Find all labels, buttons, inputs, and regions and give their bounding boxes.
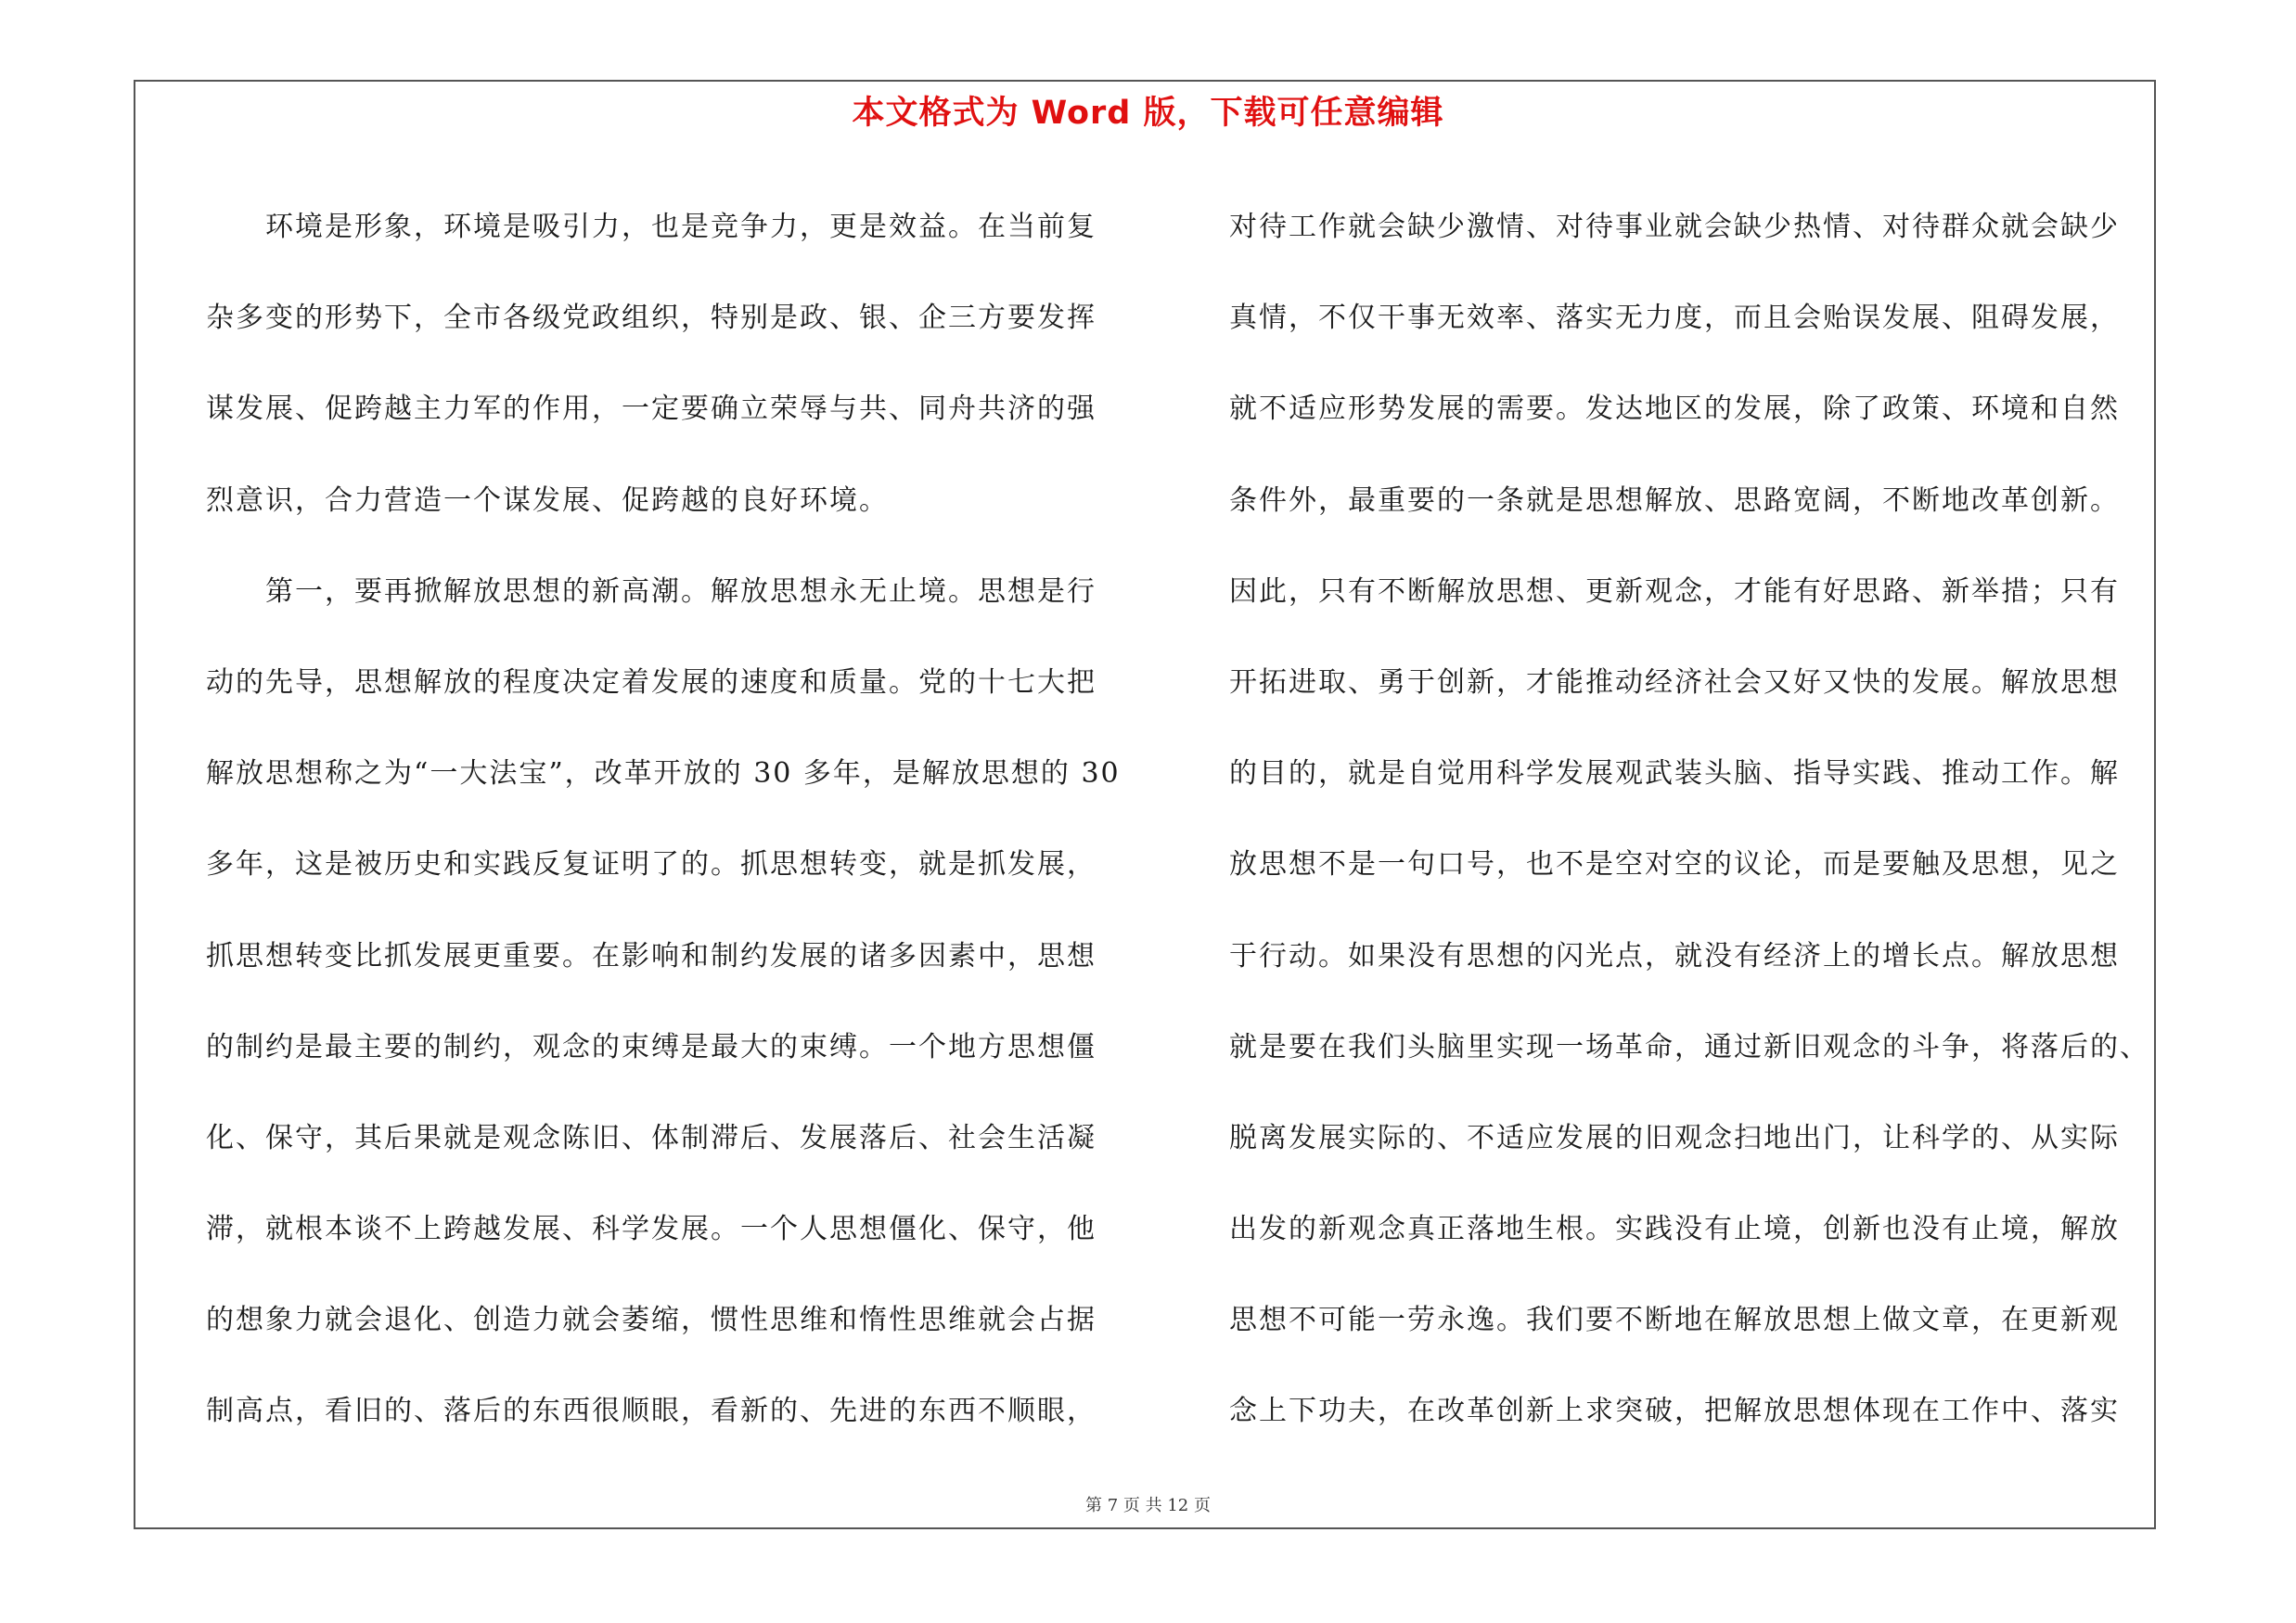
text-line: 真情，不仅干事无效率、落实无力度，而且会贻误发展、阻碍发展，	[1229, 302, 2120, 335]
text-line: 滞，就根本谈不上跨越发展、科学发展。一个人思想僵化、保守，他	[206, 1213, 1097, 1246]
text-line: 的想象力就会退化、创造力就会萎缩，惯性思维和惰性思维就会占据	[206, 1304, 1097, 1337]
text-line: 的目的，就是自觉用科学发展观武装头脑、指导实践、推动工作。解	[1229, 757, 2120, 791]
text-line: 放思想不是一句口号，也不是空对空的议论，而是要触及思想，见之	[1229, 848, 2120, 882]
text-column-left	[206, 182, 1134, 1458]
text-column-right	[1229, 182, 2166, 1458]
text-line: 烈意识，合力营造一个谋发展、促跨越的良好环境。	[206, 483, 889, 517]
text-line: 脱离发展实际的、不适应发展的旧观念扫地出门，让科学的、从实际	[1229, 1121, 2120, 1154]
text-line: 于行动。如果没有思想的闪光点，就没有经济上的增长点。解放思想	[1229, 939, 2120, 973]
text-line: 因此，只有不断解放思想、更新观念，才能有好思路、新举措；只有	[1229, 574, 2120, 608]
text-line: 谋发展、促跨越主力军的作用，一定要确立荣辱与共、同舟共济的强	[206, 393, 1097, 426]
text-line: 动的先导，思想解放的程度决定着发展的速度和质量。党的十七大把	[206, 665, 1097, 699]
page-number: 第 7 页 共 12 页	[1085, 1496, 1211, 1515]
text-line: 制高点，看旧的、落后的东西很顺眼，看新的、先进的东西不顺眼，	[206, 1395, 1097, 1428]
text-line: 思想不可能一劳永逸。我们要不断地在解放思想上做文章，在更新观	[1229, 1304, 2120, 1337]
text-line: 开拓进取、勇于创新，才能推动经济社会又好又快的发展。解放思想	[1229, 665, 2120, 699]
text-line: 念上下功夫，在改革创新上求突破，把解放思想体现在工作中、落实	[1229, 1395, 2120, 1428]
text-line: 对待工作就会缺少激情、对待事业就会缺少热情、对待群众就会缺少	[1229, 211, 2120, 243]
text-line: 第一，要再掀解放思想的新高潮。解放思想永无止境。思想是行	[206, 574, 1097, 608]
text-line: 抓思想转变比抓发展更重要。在影响和制约发展的诸多因素中，思想	[206, 939, 1097, 973]
text-line: 多年，这是被历史和实践反复证明了的。抓思想转变，就是抓发展，	[206, 848, 1097, 882]
text-line: 就是要在我们头脑里实现一场革命，通过新旧观念的斗争，将落后的、	[1229, 1030, 2149, 1063]
text-line: 的制约是最主要的制约，观念的束缚是最大的束缚。一个地方思想僵	[206, 1030, 1097, 1063]
text-line: 条件外，最重要的一条就是思想解放、思路宽阔，不断地改革创新。	[1229, 483, 2120, 517]
text-line: 杂多变的形势下，全市各级党政组织，特别是政、银、企三方要发挥	[206, 302, 1097, 335]
text-line: 就不适应形势发展的需要。发达地区的发展，除了政策、环境和自然	[1229, 393, 2120, 426]
header-banner: 本文格式为 Word 版，下载可任意编辑	[852, 95, 1444, 132]
text-line: 环境是形象，环境是吸引力，也是竞争力，更是效益。在当前复	[206, 211, 1097, 243]
text-line: 化、保守，其后果就是观念陈旧、体制滞后、发展落后、社会生活凝	[206, 1121, 1097, 1154]
text-line: 解放思想称之为“一大法宝”，改革开放的 30 多年，是解放思想的 30	[206, 757, 1121, 791]
text-line: 出发的新观念真正落地生根。实践没有止境，创新也没有止境，解放	[1229, 1213, 2120, 1246]
